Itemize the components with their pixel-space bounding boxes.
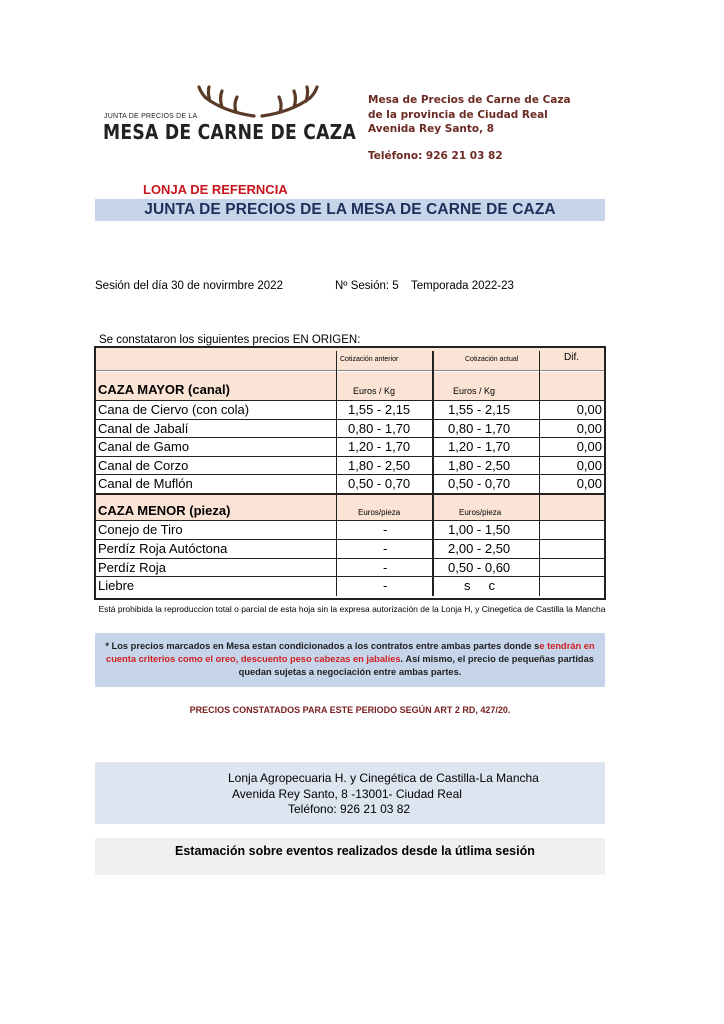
row-anterior: - <box>383 578 388 593</box>
header-dif: Dif. <box>564 352 579 363</box>
row-name: Perdíz Roja <box>98 560 166 575</box>
session-info <box>95 280 514 292</box>
warning-part2: e tendrán en cuenta criterios como el oreo, descuento peso cabezas en jabalíes <box>106 641 595 664</box>
precios-note: PRECIOS CONSTATADOS PARA ESTE PERIODO SEGÚN ART 2 RD, 427/20. <box>189 705 511 715</box>
antlers-icon <box>196 84 320 118</box>
unit-anterior: Euros/pieza <box>358 508 401 517</box>
session-number: Nº Sesión: 5 <box>335 280 399 292</box>
row-anterior: 1,80 - 2,50 <box>348 458 411 473</box>
row-dif: 0,00 <box>576 458 602 473</box>
row-anterior: 0,80 - 1,70 <box>348 421 411 436</box>
grid-line <box>96 474 604 475</box>
row-actual: 0,80 - 1,70 <box>448 421 511 436</box>
price-table <box>94 346 606 600</box>
row-name: Cana de Ciervo (con cola) <box>98 402 250 417</box>
row-name: Canal de Jabalí <box>98 421 189 436</box>
grid-line <box>96 576 604 577</box>
logo-title: MESA DE CARNE DE CAZA <box>103 120 357 144</box>
row-actual: 1,20 - 1,70 <box>448 439 511 454</box>
lonja-line: Lonja Agropecuaria H. y Cinegética de Castilla-La Mancha <box>228 771 539 785</box>
row-name: Canal de Corzo <box>98 458 189 473</box>
row-anterior: 0,50 - 0,70 <box>348 476 411 491</box>
grid-line <box>96 456 604 457</box>
header-line: Mesa de Precios de Carne de Caza <box>368 94 571 106</box>
header-phone: Teléfono: 926 21 03 82 <box>368 150 503 162</box>
header-actual: Cotización actual <box>465 356 519 363</box>
session-season: Temporada 2022-23 <box>411 280 514 292</box>
grid-line <box>96 419 604 420</box>
lonja-reference: LONJA DE REFERNCIA <box>143 182 288 197</box>
grid-line <box>96 493 604 495</box>
estimacion-text: Estamación sobre eventos realizados desde la útlima sesión <box>175 844 535 858</box>
copyright-note: Está prohibida la reproduccion total o parcial de esta hoja sin la expresa autorización de la Lonja H, y Cinegetica de Castilla la Mancha <box>98 604 606 614</box>
row-name: Canal de Gamo <box>98 439 190 454</box>
grid-line <box>336 351 337 596</box>
lonja-line: Avenida Rey Santo, 8 -13001- Ciudad Real <box>232 787 462 801</box>
grid-line <box>96 437 604 438</box>
row-dif: 0,00 <box>576 476 602 491</box>
row-actual: s c <box>464 578 496 593</box>
row-dif: 0,00 <box>576 439 602 454</box>
row-anterior: 1,20 - 1,70 <box>348 439 411 454</box>
warning-text <box>95 640 605 679</box>
row-dif: 0,00 <box>576 421 602 436</box>
header-anterior: Cotización anterior <box>340 356 399 363</box>
title-band <box>95 199 605 221</box>
grid-line <box>96 539 604 540</box>
header-line: de la provincia de Ciudad Real <box>368 108 548 121</box>
row-actual: 1,80 - 2,50 <box>448 458 511 473</box>
grid-line <box>432 351 434 596</box>
row-actual: 2,00 - 2,50 <box>448 541 511 556</box>
logo-subtitle: JUNTA DE PRECIOS DE LA <box>104 113 198 120</box>
unit-anterior: Euros / Kg <box>353 386 396 396</box>
grid-line <box>96 520 604 521</box>
estimacion-box <box>95 838 605 875</box>
row-name: Liebre <box>98 578 135 593</box>
warning-box <box>95 633 605 687</box>
row-anterior: - <box>383 541 388 556</box>
section-title: CAZA MENOR (pieza) <box>98 503 231 518</box>
header-address <box>368 93 571 137</box>
row-actual: 0,50 - 0,70 <box>448 476 511 491</box>
grid-line <box>539 351 540 596</box>
row-actual: 1,00 - 1,50 <box>448 522 511 537</box>
row-anterior: - <box>383 522 388 537</box>
warning-part3: . Así mismo, el precio de pequeñas partidas quedan sujetas a negociación entre ambas partes. <box>238 654 594 677</box>
section-title: CAZA MAYOR (canal) <box>98 382 230 397</box>
row-name: Canal de Muflón <box>98 476 193 491</box>
row-actual: 0,50 - 0,60 <box>448 560 511 575</box>
constat-text: Se constataron los siguientes precios EN ORIGEN: <box>99 334 361 346</box>
row-actual: 1,55 - 2,15 <box>448 402 511 417</box>
page-title: JUNTA DE PRECIOS DE LA MESA DE CARNE DE CAZA <box>144 201 556 218</box>
grid-line <box>96 558 604 559</box>
header-line: Avenida Rey Santo, 8 <box>368 123 495 135</box>
row-anterior: - <box>383 560 388 575</box>
row-anterior: 1,55 - 2,15 <box>348 402 411 417</box>
header-separator <box>96 370 604 371</box>
unit-actual: Euros/pieza <box>459 508 502 517</box>
lonja-line: Teléfono: 926 21 03 82 <box>288 802 411 816</box>
lonja-box <box>95 762 605 824</box>
grid-line <box>96 400 604 401</box>
row-name: Conejo de Tiro <box>98 522 183 537</box>
session-date: Sesión del día 30 de novirmbre 2022 <box>95 280 283 292</box>
row-name: Perdíz Roja Autóctona <box>98 541 228 556</box>
row-dif: 0,00 <box>576 402 602 417</box>
unit-actual: Euros / Kg <box>453 386 496 396</box>
warning-part1: * Los precios marcados en Mesa estan condicionados a los contratos entre ambas partes donde s <box>105 641 540 651</box>
